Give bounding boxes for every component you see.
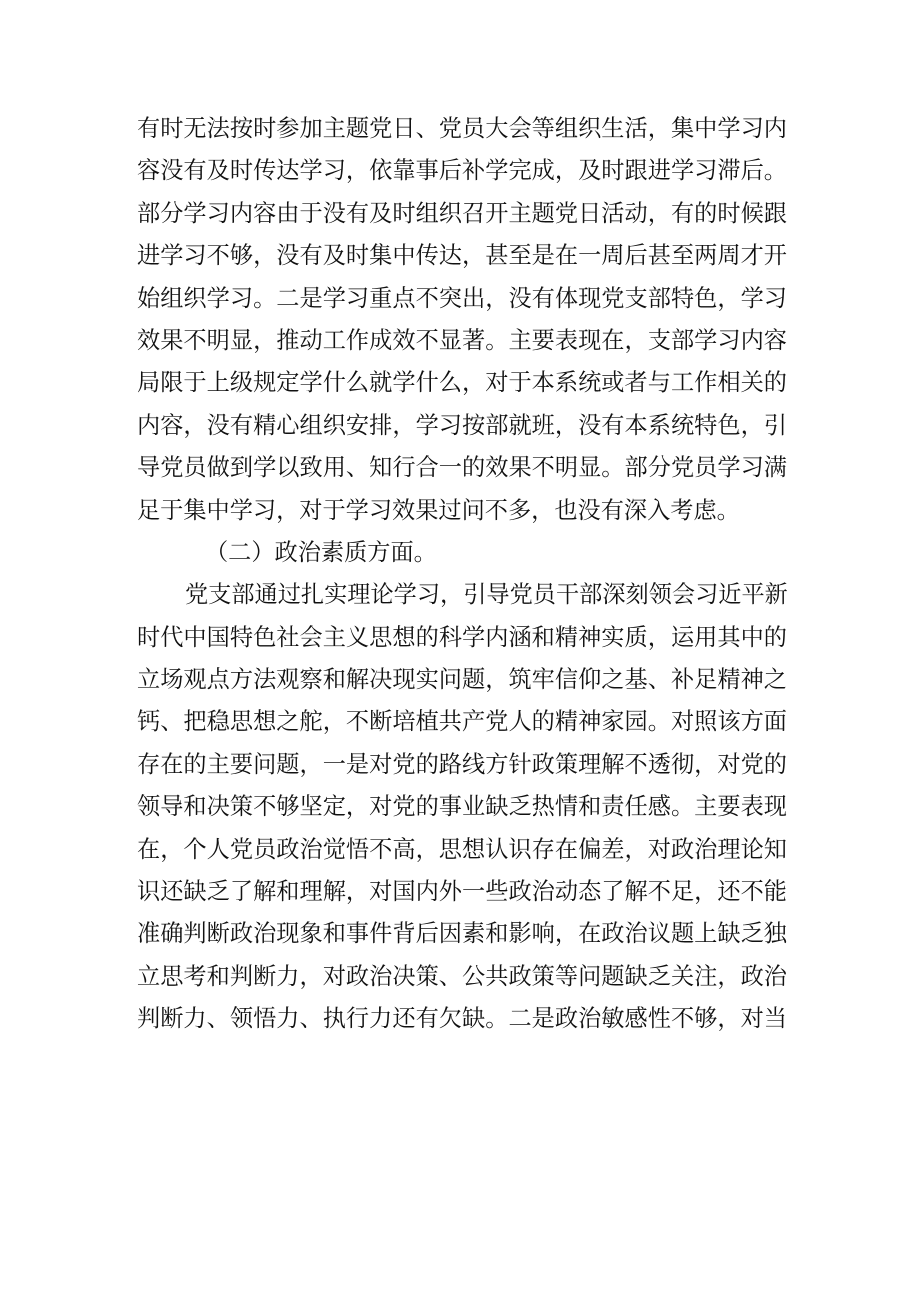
text-line: 立场观点方法观察和解决现实问题，筑牢信仰之基、补足精神之 bbox=[137, 666, 787, 694]
text-line: 足于集中学习，对于学习效果过问不多，也没有深入考虑。 bbox=[137, 496, 740, 524]
text-line: 内容，没有精心组织安排，学习按部就班，没有本系统特色，引 bbox=[137, 411, 787, 439]
text-line: 党支部通过扎实理论学习，引导党员干部深刻领会习近平新 bbox=[185, 581, 788, 609]
text-line: 时代中国特色社会主义思想的科学内涵和精神实质，运用其中的 bbox=[137, 623, 787, 651]
text-line: 效果不明显，推动工作成效不显著。主要表现在，支部学习内容 bbox=[137, 326, 787, 354]
text-line: 判断力、领悟力、执行力还有欠缺。二是政治敏感性不够，对当 bbox=[137, 1005, 787, 1033]
text-line: 有时无法按时参加主题党日、党员大会等组织生活，集中学习内 bbox=[137, 115, 787, 142]
text-line: 始组织学习。二是学习重点不突出，没有体现党支部特色，学习 bbox=[137, 284, 787, 312]
section-heading: （二）政治素质方面。 bbox=[205, 538, 437, 566]
document-body bbox=[137, 108, 787, 1041]
text-line: 部分学习内容由于没有及时组织召开主题党日活动，有的时候跟 bbox=[137, 199, 787, 227]
text-line: 在，个人党员政治觉悟不高，思想认识存在偏差，对政治理论知 bbox=[137, 835, 787, 863]
text-line: 准确判断政治现象和事件背后因素和影响，在政治议题上缺乏独 bbox=[137, 920, 787, 948]
paragraph-1 bbox=[137, 108, 787, 532]
text-line: 局限于上级规定学什么就学什么，对于本系统或者与工作相关的 bbox=[137, 369, 787, 397]
text-line: 钙、把稳思想之舵，不断培植共产党人的精神家园。对照该方面 bbox=[137, 708, 787, 736]
text-line: 领导和决策不够坚定，对党的事业缺乏热情和责任感。主要表现 bbox=[137, 793, 787, 821]
text-line: 容没有及时传达学习，依靠事后补学完成，及时跟进学习滞后。 bbox=[137, 157, 787, 185]
paragraph-2 bbox=[137, 574, 787, 1040]
text-line: 存在的主要问题，一是对党的路线方针政策理解不透彻，对党的 bbox=[137, 750, 787, 778]
text-line: 识还缺乏了解和理解，对国内外一些政治动态了解不足，还不能 bbox=[137, 878, 787, 906]
text-line: 立思考和判断力，对政治决策、公共政策等问题缺乏关注，政治 bbox=[137, 962, 787, 990]
text-line: 进学习不够，没有及时集中传达，甚至是在一周后甚至两周才开 bbox=[137, 242, 787, 270]
text-line: 导党员做到学以致用、知行合一的效果不明显。部分党员学习满 bbox=[137, 454, 787, 482]
